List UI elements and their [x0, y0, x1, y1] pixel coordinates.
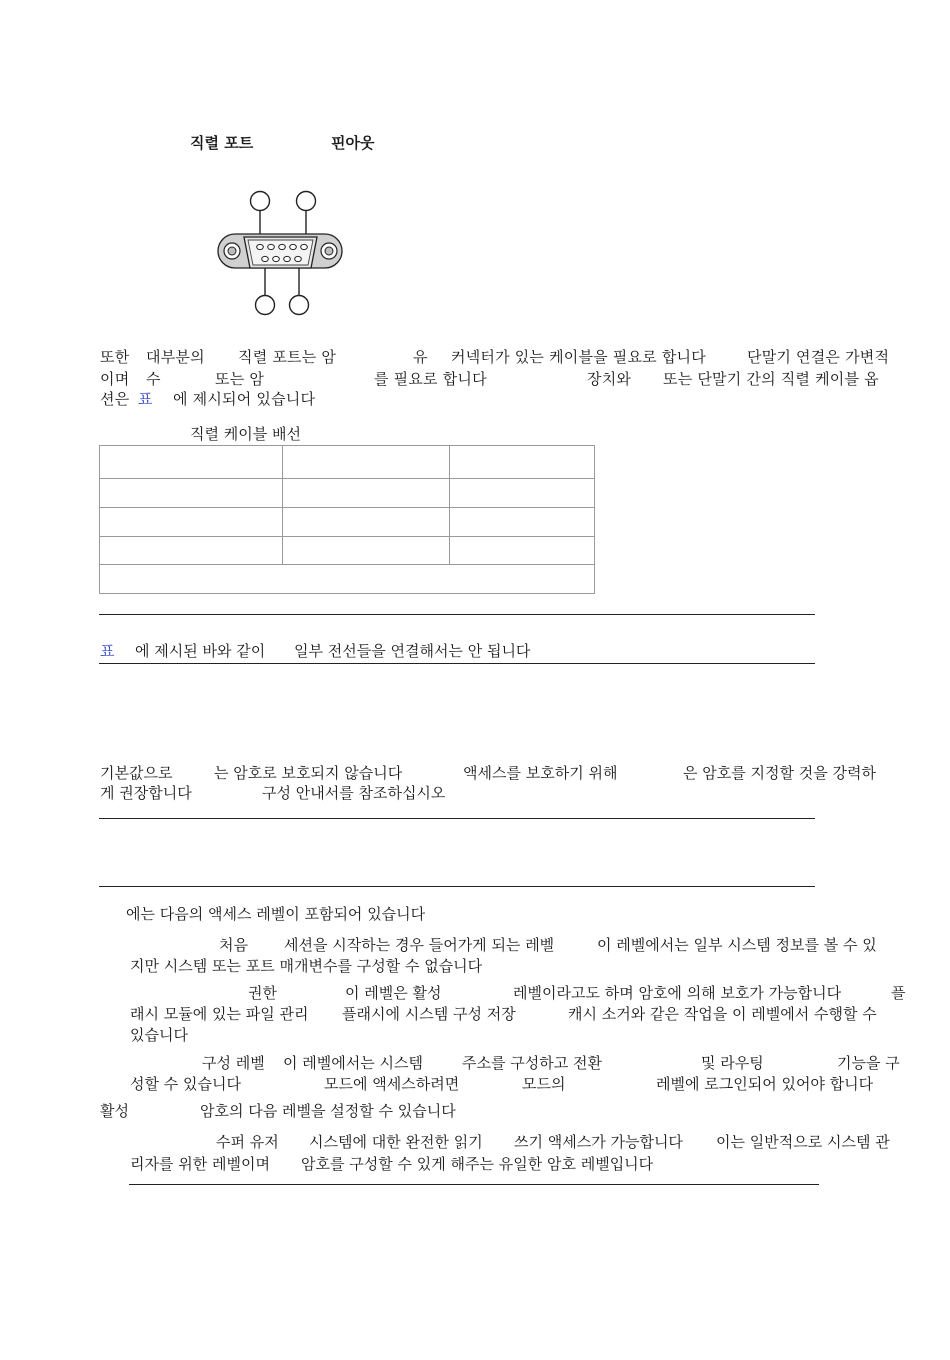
intro-l1-f: 단말기 연결은 가변적	[747, 348, 890, 366]
access-item2-b: 이 레벨은 활성	[345, 984, 442, 1002]
access-item1-a: 처음	[219, 936, 248, 954]
callout-circle-bottom-left	[256, 296, 275, 315]
access-item1-d: 지만 시스템 또는 포트 매개변수를 구성할 수 없습니다	[130, 957, 483, 975]
table-cell	[282, 537, 450, 565]
figure-title-serial-port: 직렬 포트	[190, 134, 254, 152]
table-cell	[450, 479, 595, 508]
figure-title-pinout: 핀아웃	[331, 134, 375, 152]
security-l1-a: 기본값으로	[100, 764, 173, 782]
access-item4-f: 암호를 구성할 수 있게 해주는 유일한 암호 레벨입니다	[301, 1155, 654, 1173]
callout-circle-top-left	[251, 192, 270, 211]
access-item3-a: 구성 레벨	[202, 1054, 265, 1072]
intro-l2-f: 또는 단말기 간의 직렬 케이블 옵	[663, 370, 879, 388]
security-l1-c: 액세스를 보호하기 위해	[463, 764, 618, 782]
intro-l2-d: 를 필요로 합니다	[374, 370, 487, 388]
access-item2-d: 플	[891, 984, 906, 1002]
access-item4-b: 시스템에 대한 완전한 읽기	[309, 1133, 483, 1151]
table-cell	[100, 565, 595, 594]
access-item2-a: 권한	[248, 984, 277, 1002]
access-item3-c: 주소를 구성하고 전환	[462, 1054, 602, 1072]
security-l1-b: 는 암호로 보호되지 않습니다	[214, 764, 403, 782]
access-intro: 에는 다음의 액세스 레벨이 포함되어 있습니다	[126, 905, 426, 923]
note-text-2: 일부 전선들을 연결해서는 안 됩니다	[294, 642, 531, 660]
table-row	[100, 537, 595, 565]
db9-connector-diagram	[212, 185, 347, 320]
access-item2-h: 있습니다	[130, 1026, 188, 1044]
table-row	[100, 508, 595, 537]
table-reference-link[interactable]: 표	[138, 390, 153, 408]
intro-l1-b: 대부분의	[146, 348, 205, 366]
access-item2-c: 레벨이라고도 하며 암호에 의해 보호가 가능합니다	[513, 984, 842, 1002]
access-item4-c: 쓰기 액세스가 가능합니다	[514, 1133, 683, 1151]
intro-l1-d: 유	[413, 348, 428, 366]
table-row	[100, 479, 595, 508]
note-table-reference-link[interactable]: 표	[100, 642, 115, 660]
access-item4-e: 리자를 위한 레벨이며	[130, 1155, 270, 1173]
access-item4-a: 수퍼 유저	[216, 1133, 279, 1151]
intro-l1-a: 또한	[100, 348, 130, 366]
access-item3-d: 및 라우팅	[701, 1054, 764, 1072]
table-footer-row	[100, 565, 595, 594]
table-cell	[100, 446, 283, 479]
table-row	[100, 446, 595, 479]
table-cell	[100, 508, 283, 537]
security-l2-b: 구성 안내서를 참조하십시오	[262, 784, 446, 802]
table-cell	[282, 479, 450, 508]
table-caption: 직렬 케이블 배선	[190, 425, 301, 443]
access-item3-b: 이 레벨에서는 시스템	[283, 1054, 423, 1072]
intro-l2-a: 이며	[100, 370, 130, 388]
callout-circle-bottom-right	[290, 296, 309, 315]
intro-l1-e: 커넥터가 있는 케이블을 필요로 합니다	[451, 348, 706, 366]
intro-l1-c: 직렬 포트는 암	[238, 348, 337, 366]
access-item3-g: 모드에 액세스하려면	[324, 1075, 460, 1093]
access-item3-e: 기능을 구	[837, 1054, 900, 1072]
access-item3-f: 성할 수 있습니다	[130, 1075, 241, 1093]
access-item3-i: 레벨에 로그인되어 있어야 합니다	[656, 1075, 874, 1093]
table-cell	[282, 446, 450, 479]
enable-b: 암호의 다음 레벨을 설정할 수 있습니다	[200, 1102, 456, 1120]
security-bottom-rule	[99, 818, 815, 819]
access-item2-f: 플래시에 시스템 구성 저장	[342, 1005, 516, 1023]
table-cell	[450, 446, 595, 479]
intro-l2-e: 장치와	[587, 370, 632, 388]
table-cell	[100, 479, 283, 508]
note-top-rule	[99, 614, 815, 615]
access-item1-b: 세션을 시작하는 경우 들어가게 되는 레벨	[284, 936, 555, 954]
access-bottom-rule	[129, 1184, 819, 1185]
security-l2-a: 게 권장합니다	[100, 784, 192, 802]
serial-cable-table	[99, 445, 595, 594]
enable-a: 활성	[100, 1102, 129, 1120]
table-cell	[100, 537, 283, 565]
access-item3-h: 모드의	[522, 1075, 566, 1093]
intro-l3-a: 션은	[100, 390, 130, 408]
note-bottom-rule	[99, 663, 815, 664]
access-item1-c: 이 레벨에서는 일부 시스템 정보를 볼 수 있	[597, 936, 877, 954]
table-cell	[282, 508, 450, 537]
access-item2-g: 캐시 소거와 같은 작업을 이 레벨에서 수행할 수	[568, 1005, 877, 1023]
access-top-rule	[99, 886, 815, 887]
note-text: 에 제시된 바와 같이	[135, 642, 266, 660]
table-cell	[450, 508, 595, 537]
callout-circle-top-right	[297, 192, 316, 211]
access-item4-d: 이는 일반적으로 시스템 관	[716, 1133, 890, 1151]
access-item2-e: 래시 모듈에 있는 파일 관리	[130, 1005, 309, 1023]
table-cell	[450, 537, 595, 565]
intro-l3-c: 에 제시되어 있습니다	[173, 390, 316, 408]
intro-l2-c: 또는 암	[215, 370, 265, 388]
intro-l2-b: 수	[146, 370, 161, 388]
security-l1-d: 은 암호를 지정할 것을 강력하	[683, 764, 876, 782]
